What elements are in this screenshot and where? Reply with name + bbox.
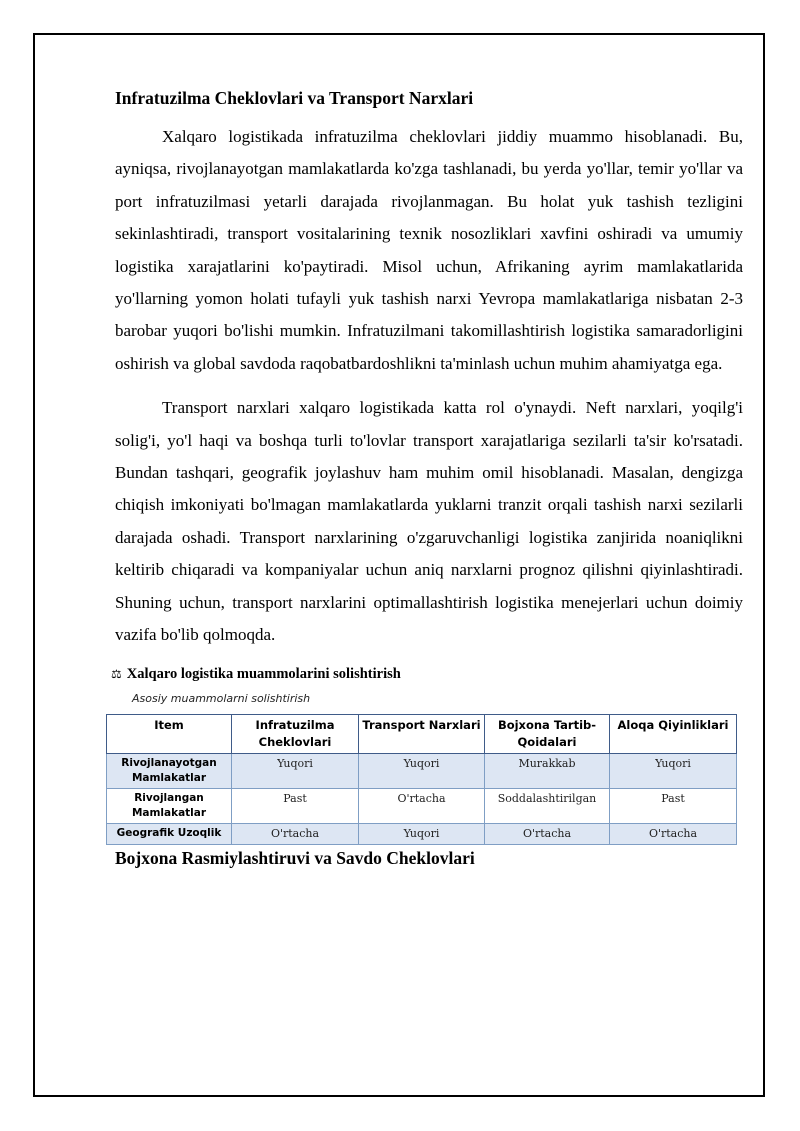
table-cell: Yuqori: [359, 823, 485, 844]
section-heading-customs: Bojxona Rasmiylashtiruvi va Savdo Cheklovlari: [115, 847, 475, 868]
paragraph-infrastructure: Xalqaro logistikada infratuzilma cheklovlari jiddiy muammo hisoblanadi. Bu, ayniqsa, rivojlanayotgan mamlakatlarda ko'zga tashlanadi, bu yerda yo'llar, temir yo'llar va port infratuzilmasi yetarli darajada rivojlanmagan. Bu holat yuk tashish tezligini sekinlashtiradi, transport vositalarining texnik nosozliklari xavfini oshiradi va umumiy logistika xarajatlarini ko'paytiradi. Misol uchun, Afrikaning ayrim mamlakatlarida yo'llarning yomon holati tufayli yuk tashish narxi Yevropa mamlakatlariga nisbatan 2-3 barobar yuqori bo'lishi mumkin. Infratuzilmani takomillashtirish logistika samaradorligini oshirish va global savdoda raqobatbardoshlikni ta'minlash uchun muhim ahamiyatga ega.: [115, 127, 743, 373]
column-header: Aloqa Qiyinliklari: [610, 714, 737, 753]
document-body: [111, 85, 743, 871]
paragraph-transport-prices: Transport narxlari xalqaro logistikada katta rol o'ynaydi. Neft narxlari, yoqilg'i solig'i, yo'l haqi va boshqa turli to'lovlar transport xarajatlariga sezilarli ta'sir ko'rsatadi. Bundan tashqari, geografik joylashuv ham muhim omil hisoblanadi. Masalan, dengizga chiqish imkoniyati bo'lmagan mamlakatlarda yuklarni tranzit orqali tashish narxi sezilarli darajada oshadi. Transport narxlarining o'zgaruvchanligi logistika zanjirida noaniqlikni keltirib chiqaradi va kompaniyalar uchun aniq narxlarni prognoz qilishni qiyinlashtiradi. Shuning uchun, transport narxlarini optimallashtirish logistika menejerlari uchun doimiy vazifa bo'lib qolmoqda.: [115, 398, 743, 645]
table-row: [107, 753, 737, 788]
column-header: Infratuzilma Cheklovlari: [232, 714, 359, 753]
table-cell: O'rtacha: [610, 823, 737, 844]
table-subtitle: Asosiy muammolarni solishtirish: [132, 691, 311, 705]
table-cell: Soddalashtirilgan: [485, 788, 610, 823]
section-heading-infrastructure: Infratuzilma Cheklovlari va Transport Narxlari: [115, 88, 474, 108]
table-cell: O'rtacha: [359, 788, 485, 823]
table-cell: Yuqori: [359, 753, 485, 788]
table-row: [107, 823, 737, 844]
column-header: Transport Narxlari: [359, 714, 485, 753]
table-row: [107, 788, 737, 823]
row-header: Rivojlangan Mamlakatlar: [107, 788, 232, 823]
comparison-table: [106, 714, 737, 845]
table-cell: Murakkab: [485, 753, 610, 788]
table-header-row: [107, 714, 737, 753]
scale-icon: ⚖: [111, 667, 122, 681]
column-header: Item: [107, 714, 232, 753]
row-header: Geografik Uzoqlik: [107, 823, 232, 844]
table-cell: Past: [610, 788, 737, 823]
table-cell: Yuqori: [610, 753, 737, 788]
table-title-text: Xalqaro logistika muammolarini solishtirish: [126, 665, 401, 682]
table-cell: O'rtacha: [485, 823, 610, 844]
table-cell: Past: [232, 788, 359, 823]
table-cell: O'rtacha: [232, 823, 359, 844]
row-header: Rivojlanayotgan Mamlakatlar: [107, 753, 232, 788]
column-header: Bojxona Tartib-Qoidalari: [485, 714, 610, 753]
table-title: [111, 666, 743, 683]
table-cell: Yuqori: [232, 753, 359, 788]
